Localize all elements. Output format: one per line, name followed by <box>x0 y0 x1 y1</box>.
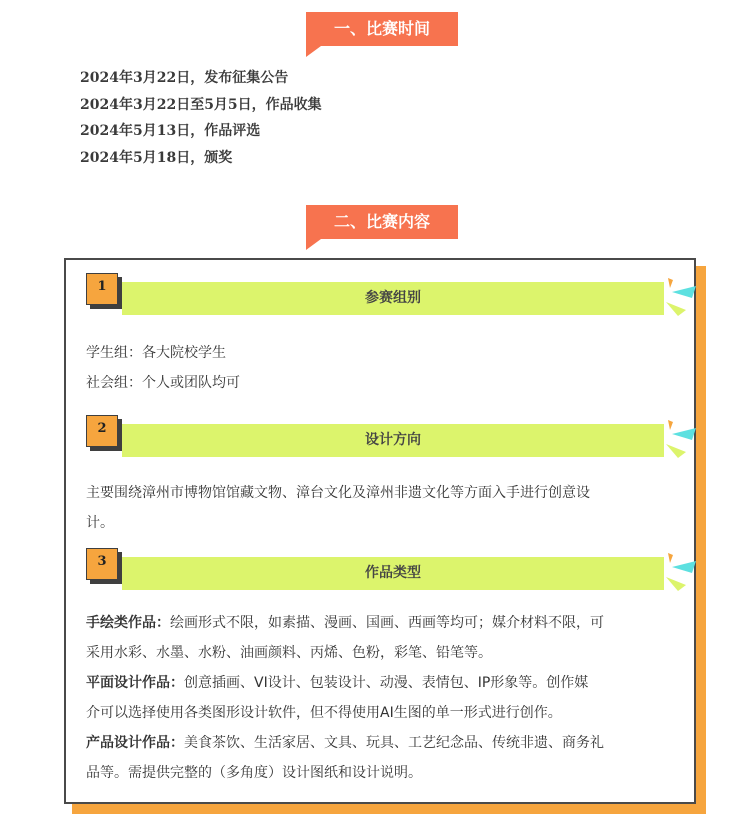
text-line: 社会组：个人或团队均可 <box>86 375 240 391</box>
banner-work-types: 作品类型 <box>122 557 664 590</box>
text-line <box>86 668 686 698</box>
schedule-item: 2024年5月13日，作品评选 <box>80 123 261 139</box>
text-line <box>86 608 686 638</box>
text-line: 品等。需提供完整的（多角度）设计图纸和设计说明。 <box>86 765 422 781</box>
schedule-list <box>80 65 322 171</box>
work-type-label: 平面设计作品： <box>86 675 184 691</box>
schedule-item: 2024年3月22日至5月5日，作品收集 <box>80 96 322 113</box>
banner-participant-groups: 参赛组别 <box>122 282 664 315</box>
participant-groups-text <box>86 338 686 398</box>
text-line: 介可以选择使用各类图形设计软件，但不得使用AI生图的单一形式进行创作。 <box>86 705 562 721</box>
text-line: 学生组：各大院校学生 <box>86 345 226 361</box>
text-line: 计。 <box>86 515 114 531</box>
text-line <box>86 728 686 758</box>
section-title-schedule: 一、比赛时间 <box>306 12 458 46</box>
schedule-item: 2024年5月18日，颁奖 <box>80 149 233 166</box>
number-badge-1: 1 <box>86 273 118 305</box>
number-badge-2: 2 <box>86 415 118 447</box>
sparkle-decoration-icon <box>660 418 700 458</box>
work-type-desc: 绘画形式不限，如素描、漫画、国画、西画等均可；媒介材料不限，可 <box>170 615 604 631</box>
number-badge-3: 3 <box>86 548 118 580</box>
banner-design-direction: 设计方向 <box>122 424 664 457</box>
sparkle-decoration-icon <box>660 551 700 591</box>
text-line: 采用水彩、水墨、水粉、油画颜料、丙烯、色粉，彩笔、铅笔等。 <box>86 645 492 661</box>
work-type-label: 手绘类作品： <box>86 615 170 631</box>
schedule-item: 2024年3月22日，发布征集公告 <box>80 70 289 86</box>
design-direction-text <box>86 478 686 538</box>
work-types-text <box>86 608 686 788</box>
text-line: 主要围绕漳州市博物馆馆藏文物、漳台文化及漳州非遗文化等方面入手进行创意设 <box>86 485 590 501</box>
section-title-content: 二、比赛内容 <box>306 205 458 239</box>
work-type-label: 产品设计作品： <box>86 735 184 751</box>
work-type-desc: 创意插画、VI设计、包装设计、动漫、表情包、IP形象等。创作媒 <box>184 675 589 691</box>
sparkle-decoration-icon <box>660 276 700 316</box>
work-type-desc: 美食茶饮、生活家居、文具、玩具、工艺纪念品、传统非遗、商务礼 <box>184 735 604 751</box>
